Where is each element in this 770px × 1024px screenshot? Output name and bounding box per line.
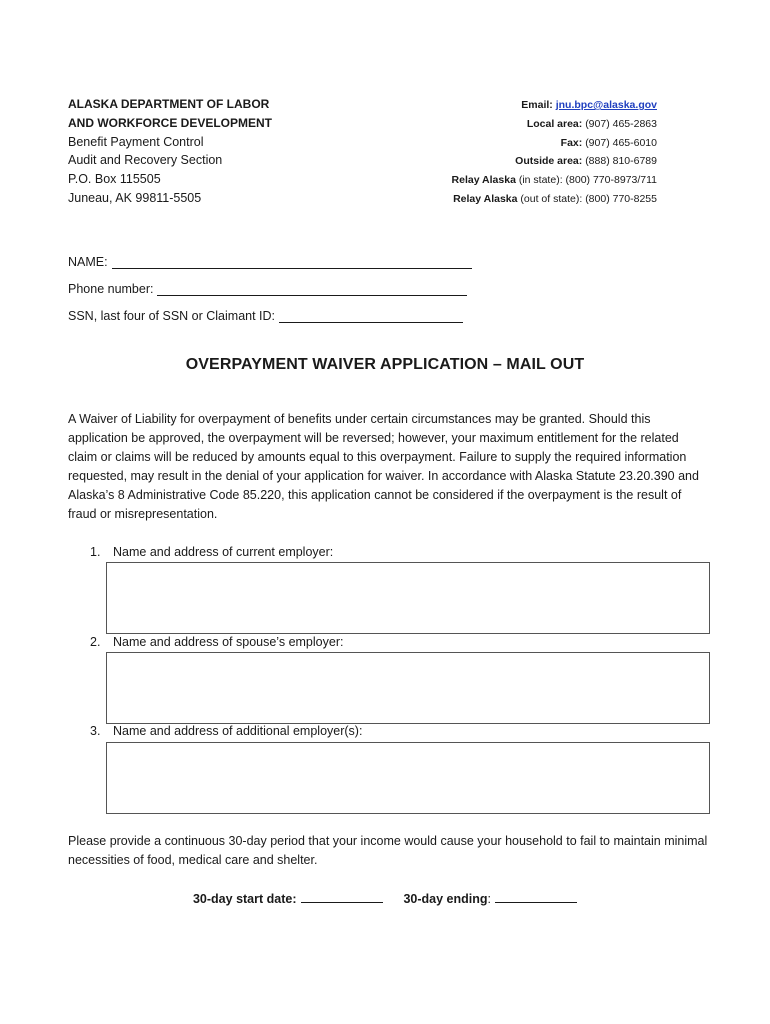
- question-1-text: Name and address of current employer:: [113, 545, 334, 559]
- question-2-label: [90, 635, 343, 649]
- phone-label: Phone number:: [68, 282, 154, 296]
- question-3-number: 3.: [90, 724, 101, 738]
- agency-address-block: [68, 95, 272, 208]
- end-date-field[interactable]: [495, 889, 577, 903]
- income-period-paragraph: Please provide a continuous 30-day period that your income would cause your household to fail to maintain minimal necessities of food, medical care and shelter.: [68, 834, 708, 867]
- current-employer-textbox[interactable]: [106, 562, 710, 634]
- local-phone: (907) 465-2863: [585, 117, 657, 130]
- agency-po-box: P.O. Box 115505: [68, 172, 161, 187]
- ssn-field-row: [68, 296, 472, 323]
- form-title: OVERPAYMENT WAIVER APPLICATION – MAIL OUT: [185, 356, 585, 373]
- start-date-field[interactable]: [301, 889, 383, 903]
- date-range-row: [0, 889, 770, 906]
- intro-paragraph: A Waiver of Liability for overpayment of benefits under certain circumstances may be granted. Should this application be approved, the overpayment will be reversed; however, your maximum entitlement for the related claim or claims will be reduced by amounts equal to this overpayment. Failure to supply the required information requested, may result in the denial of your application for waiver. In accordance with Alaska Statute 23.20.390 and Alaska’s 8 Administrative Code 85.220, this application cannot be considered if the overpayment is the result of fraud or misrepresentation.: [68, 412, 699, 521]
- name-field[interactable]: [112, 255, 472, 269]
- email-link[interactable]: jnu.bpc@alaska.gov: [555, 99, 657, 111]
- spouse-employer-textbox[interactable]: [106, 652, 710, 724]
- outside-label: Outside area:: [515, 155, 583, 168]
- local-label: Local area:: [526, 117, 583, 130]
- fax-label: Fax:: [560, 136, 583, 149]
- end-date-group: [403, 889, 577, 906]
- agency-city-zip: Juneau, AK 99811-5505: [68, 190, 202, 205]
- agency-name-line-1: ALASKA DEPARTMENT OF LABOR: [68, 97, 270, 111]
- agency-name-line-2: AND WORKFORCE DEVELOPMENT: [68, 115, 272, 130]
- end-date-label: 30-day ending: [403, 892, 488, 906]
- relay-in-phone: (800) 770-8973/711: [565, 174, 657, 187]
- additional-employer-textbox[interactable]: [106, 742, 710, 814]
- contact-block: [452, 96, 657, 209]
- relay-in-note: (in state):: [518, 174, 563, 187]
- ssn-label: SSN, last four of SSN or Claimant ID:: [68, 309, 276, 323]
- ssn-field[interactable]: [279, 309, 463, 323]
- relay-out-phone: (800) 770-8255: [585, 192, 657, 205]
- question-3-label: [90, 724, 362, 738]
- question-3-text: Name and address of additional employer(s):: [113, 724, 363, 738]
- agency-division: Benefit Payment Control: [68, 134, 204, 149]
- question-2-text: Name and address of spouse’s employer:: [113, 635, 344, 649]
- relay-in-label: Relay Alaska: [451, 174, 516, 187]
- outside-phone: (888) 810-6789: [585, 155, 657, 168]
- agency-section: Audit and Recovery Section: [68, 153, 223, 168]
- contact-fax: [452, 134, 657, 153]
- end-date-colon: :: [487, 892, 491, 906]
- contact-outside: [452, 152, 657, 171]
- question-2-number: 2.: [90, 635, 101, 649]
- contact-relay-out-state: [452, 190, 657, 209]
- question-1-number: 1.: [90, 545, 101, 559]
- phone-field[interactable]: [157, 282, 467, 296]
- relay-out-label: Relay Alaska: [453, 192, 518, 205]
- email-label: Email:: [521, 99, 553, 111]
- fax-number: (907) 465-6010: [585, 136, 657, 149]
- start-date-label: 30-day start date:: [192, 892, 297, 906]
- phone-field-row: [68, 269, 472, 296]
- question-1-label: [90, 545, 333, 559]
- contact-local: [452, 115, 657, 134]
- relay-out-note: (out of state):: [520, 192, 583, 205]
- start-date-group: [193, 889, 383, 906]
- name-field-row: [68, 242, 472, 269]
- name-label: NAME:: [68, 255, 108, 269]
- contact-email: [452, 96, 657, 115]
- claimant-fields: [68, 242, 472, 323]
- contact-relay-in-state: [452, 171, 657, 190]
